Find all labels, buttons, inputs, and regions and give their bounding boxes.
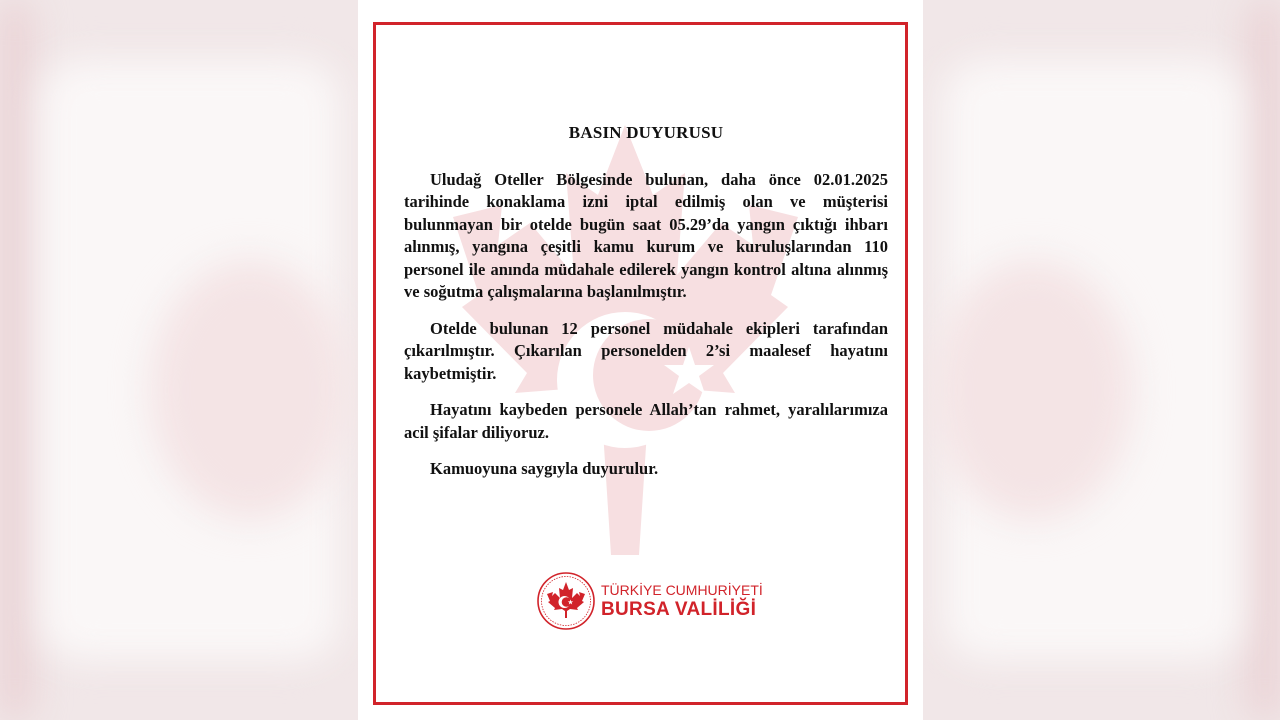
- paragraph-3: Hayatını kaybeden personele Allah’tan rahmet, yaralılarımıza acil şifalar diliyoruz.: [404, 400, 888, 442]
- bursa-valiligi-logo: [536, 571, 763, 631]
- document-title: BASIN DUYURUSU: [568, 123, 724, 142]
- logo-line-2: BURSA VALİLİĞİ: [601, 599, 757, 620]
- logo-line-1: TÜRKİYE CUMHURİYETİ: [601, 582, 763, 598]
- paragraph-1: Uludağ Oteller Bölgesinde bulunan, daha önce 02.01.2025 tarihinde konaklama izni iptal edilmiş olan ve müşterisi bulunmayan bir otelde bugün saat 05.29’da yangın çıktığı ihbarı alınmış, yangına çeşitli kamu kurum ve kuruluşlarından 110 personel ile anında müdahale edilerek yangın kontrol altına alınmış ve soğutma çalışmalarına başlanılmıştır.: [404, 169, 888, 301]
- maple-leaf-crescent-star-icon: [536, 571, 596, 631]
- press-release-page: [358, 0, 923, 720]
- document-body: [404, 122, 888, 495]
- paragraph-2: Otelde bulunan 12 personel müdahale ekipleri tarafından çıkarılmıştır. Çıkarılan personelden 2’si maalesef hayatını kaybetmiştir.: [404, 318, 888, 383]
- blurred-background-left: [0, 0, 358, 720]
- blurred-background-right: [923, 0, 1280, 720]
- paragraph-4: Kamuoyuna saygıyla duyurulur.: [430, 459, 659, 478]
